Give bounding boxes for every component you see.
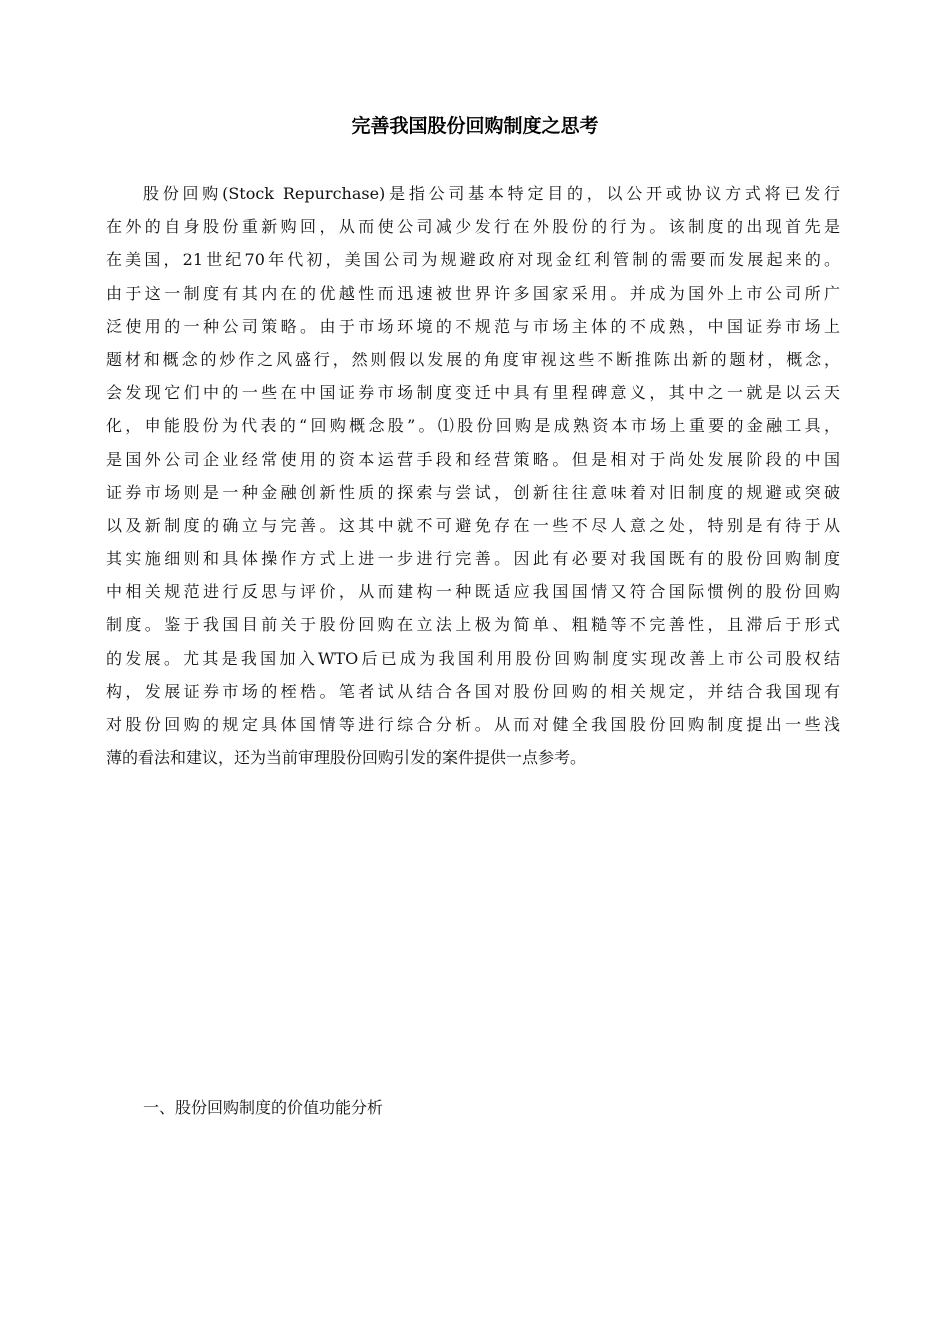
paragraph-line: 其实施细则和具体操作方式上进一步进行完善。因此有必要对我国既有的股份回购制度 [106, 549, 840, 569]
paragraph-line: 在美国，21世纪70年代初，美国公司为规避政府对现金红利管制的需要而发展起来的。 [106, 250, 840, 270]
paragraph-line: 以及新制度的确立与完善。这其中就不可避免存在一些不尽人意之处，特别是有待于从 [106, 515, 840, 535]
paragraph-line: 的发展。尤其是我国加入WTO后已成为我国利用股份回购制度实现改善上市公司股权结 [106, 648, 840, 668]
paragraph-line: 构，发展证券市场的桎梏。笔者试从结合各国对股份回购的相关规定，并结合我国现有 [106, 681, 840, 701]
paragraph-line: 薄的看法和建议，还为当前审理股份回购引发的案件提供一点参考。 [106, 748, 587, 768]
paragraph-line: 会发现它们中的一些在中国证券市场制度变迁中具有里程碑意义，其中之一就是以云天 [106, 383, 840, 403]
paragraph-line: 制度。鉴于我国目前关于股份回购在立法上极为简单、粗糙等不完善性，且滞后于形式 [106, 615, 840, 635]
paragraph-line: 在外的自身股份重新购回，从而使公司减少发行在外股份的行为。该制度的出现首先是 [106, 217, 840, 237]
paragraph-line: 证券市场则是一种金融创新性质的探索与尝试，创新往往意味着对旧制度的规避或突破 [106, 482, 840, 502]
paragraph-line: 股份回购(Stock Repurchase)是指公司基本特定目的，以公开或协议方式将已发行 [143, 184, 840, 203]
paragraph-line: 题材和概念的炒作之风盛行，然则假以发展的角度审视这些不断推陈出新的题材，概念， [106, 349, 840, 369]
intro-paragraph [106, 177, 840, 774]
paragraph-line: 由于这一制度有其内在的优越性而迅速被世界许多国家采用。并成为国外上市公司所广 [106, 283, 840, 303]
paragraph-line: 泛使用的一种公司策略。由于市场环境的不规范与市场主体的不成熟，中国证券市场上 [106, 316, 840, 336]
paragraph-line: 中相关规范进行反思与评价，从而建构一种既适应我国国情又符合国际惯例的股份回购 [106, 582, 840, 602]
section-heading: 一、股份回购制度的价值功能分析 [143, 1098, 384, 1117]
paragraph-line: 是国外公司企业经常使用的资本运营手段和经营策略。但是相对于尚处发展阶段的中国 [106, 449, 840, 469]
paragraph-line: 化，申能股份为代表的“回购概念股”。⑴股份回购是成熟资本市场上重要的金融工具， [106, 416, 840, 436]
paragraph-line: 对股份回购的规定具体国情等进行综合分析。从而对健全我国股份回购制度提出一些浅 [106, 715, 840, 734]
document-title: 完善我国股份回购制度之思考 [351, 115, 599, 137]
